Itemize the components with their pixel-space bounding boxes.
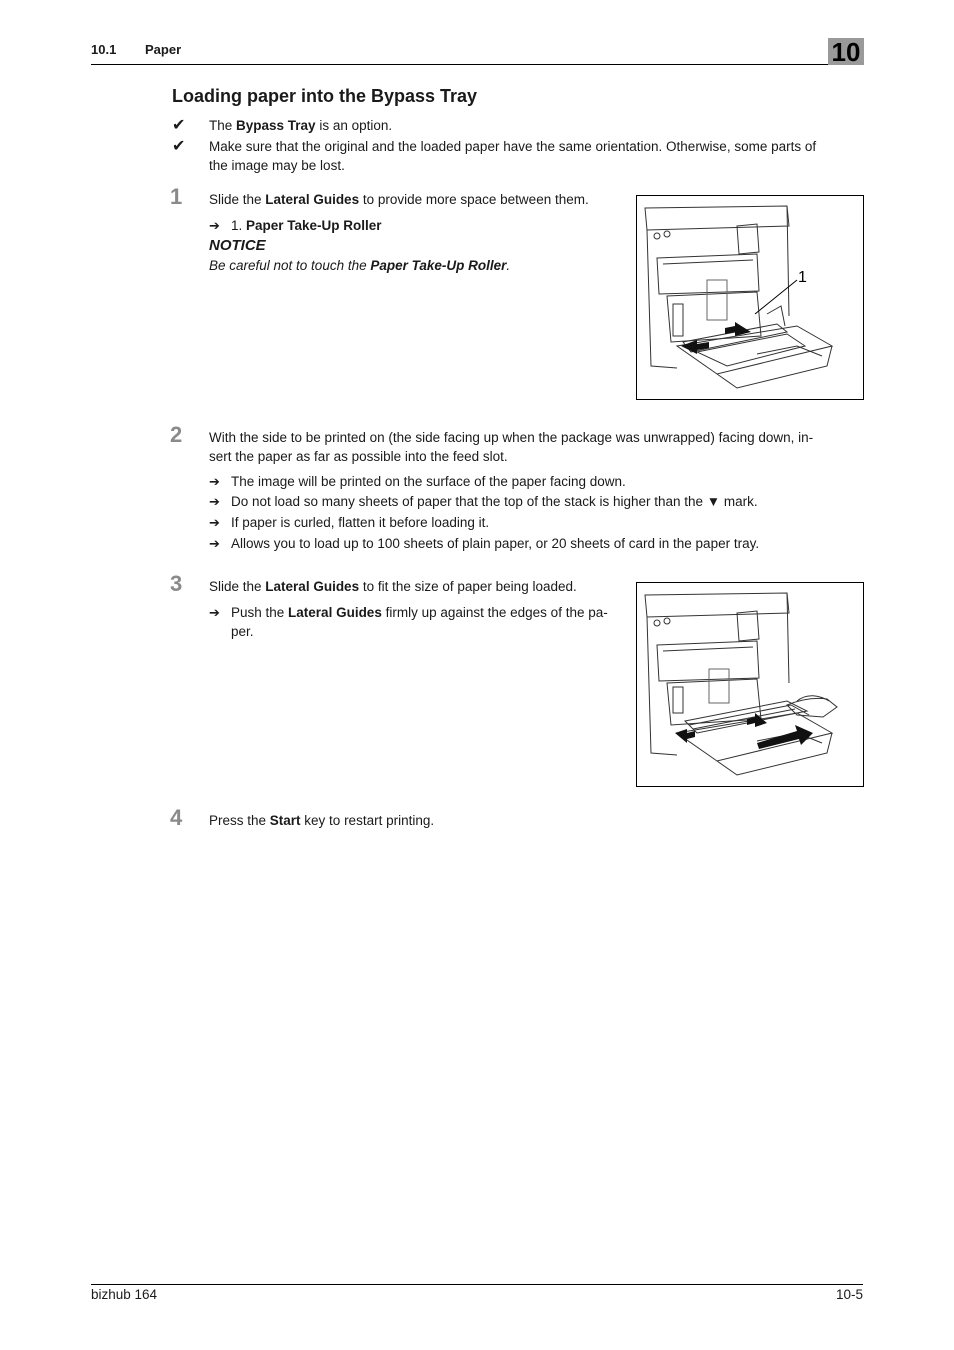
checkmark-icon: ✔ (172, 117, 186, 134)
prereq-1-bold: Bypass Tray (236, 118, 316, 133)
step-1-text-a: Slide the (209, 192, 266, 207)
notice-label: NOTICE (209, 237, 266, 254)
prereq-2-line-1: Make sure that the original and the loaded paper have the same orientation. Otherwise, some parts of (209, 139, 817, 154)
step-3-bold: Lateral Guides (265, 579, 360, 594)
step-3-sub-a: Push the (231, 605, 289, 620)
running-header (91, 42, 181, 57)
step-number-2: 2 (170, 422, 183, 447)
arrow-icon: ➔ (209, 515, 220, 530)
step-3-sub-bold: Lateral Guides (288, 605, 382, 620)
printer-illustration-1 (637, 196, 863, 399)
notice-bold: Paper Take-Up Roller (370, 258, 507, 273)
notice-text-a: Be careful not to touch the (209, 258, 371, 273)
step-number-1: 1 (170, 184, 183, 209)
prereq-1 (209, 116, 392, 135)
figure-load-paper (636, 582, 864, 787)
step-4-bold: Start (269, 813, 301, 828)
step-4-text (209, 811, 434, 830)
arrow-icon: ➔ (209, 494, 220, 509)
arrow-icon: ➔ (209, 536, 220, 551)
prereq-1-text: The (209, 118, 237, 133)
arrow-icon: ➔ (209, 218, 220, 233)
step-3-text-a: Slide the (209, 579, 266, 594)
callout-number: 1. (231, 218, 247, 233)
footer-page-number: 10-5 (835, 1287, 863, 1302)
step-1-text (209, 190, 589, 209)
notice-text-b: . (506, 258, 511, 273)
step-2-text (209, 428, 864, 466)
chapter-number: 10 (831, 37, 861, 67)
figure-open-lateral-guides (636, 195, 864, 400)
step-2-bullet: If paper is curled, flatten it before loading it. (231, 515, 490, 530)
step-3-sub-b: firmly up against the edges of the pa- (381, 605, 608, 620)
step-2-line-2: sert the paper as far as possible into the feed slot. (209, 449, 508, 464)
header-rule (91, 64, 863, 65)
step-4-text-a: Press the (209, 813, 270, 828)
step-3-sub (231, 603, 631, 641)
checkmark-icon: ✔ (172, 138, 186, 155)
printer-illustration-2 (637, 583, 863, 786)
step-2-bullet: The image will be printed on the surface of the paper facing down. (231, 474, 626, 489)
footer-product: bizhub 164 (91, 1287, 158, 1302)
step-3-sub-line-2: per. (231, 624, 254, 639)
step-number-4: 4 (170, 805, 183, 830)
step-number-3: 3 (170, 571, 183, 596)
step-3-text (209, 577, 577, 596)
notice-text (209, 256, 510, 275)
step-1-bold: Lateral Guides (265, 192, 360, 207)
section-title: Paper (145, 42, 182, 57)
section-number: 10.1 (91, 42, 117, 57)
footer-rule (91, 1284, 863, 1285)
prereq-2-line-2: the image may be lost. (209, 158, 345, 173)
page-title: Loading paper into the Bypass Tray (172, 86, 478, 106)
step-3-text-b: to fit the size of paper being loaded. (359, 579, 577, 594)
arrow-icon: ➔ (209, 605, 220, 620)
step-4-text-b: key to restart printing. (300, 813, 435, 828)
figure-callout-number: 1 (798, 269, 807, 286)
step-2-bullet: Allows you to load up to 100 sheets of plain paper, or 20 sheets of card in the paper tray. (231, 536, 760, 551)
step-1-text-b: to provide more space between them. (359, 192, 589, 207)
arrow-icon: ➔ (209, 474, 220, 489)
step-2-line-1: With the side to be printed on (the side facing up when the package was unwrapped) facing down, in- (209, 430, 814, 445)
step-1-callout (231, 216, 382, 235)
prereq-2 (209, 137, 864, 175)
step-2-bullet: Do not load so many sheets of paper that the top of the stack is higher than the ▼ mark. (231, 494, 758, 509)
prereq-1-text-end: is an option. (315, 118, 393, 133)
callout-label: Paper Take-Up Roller (246, 218, 382, 233)
